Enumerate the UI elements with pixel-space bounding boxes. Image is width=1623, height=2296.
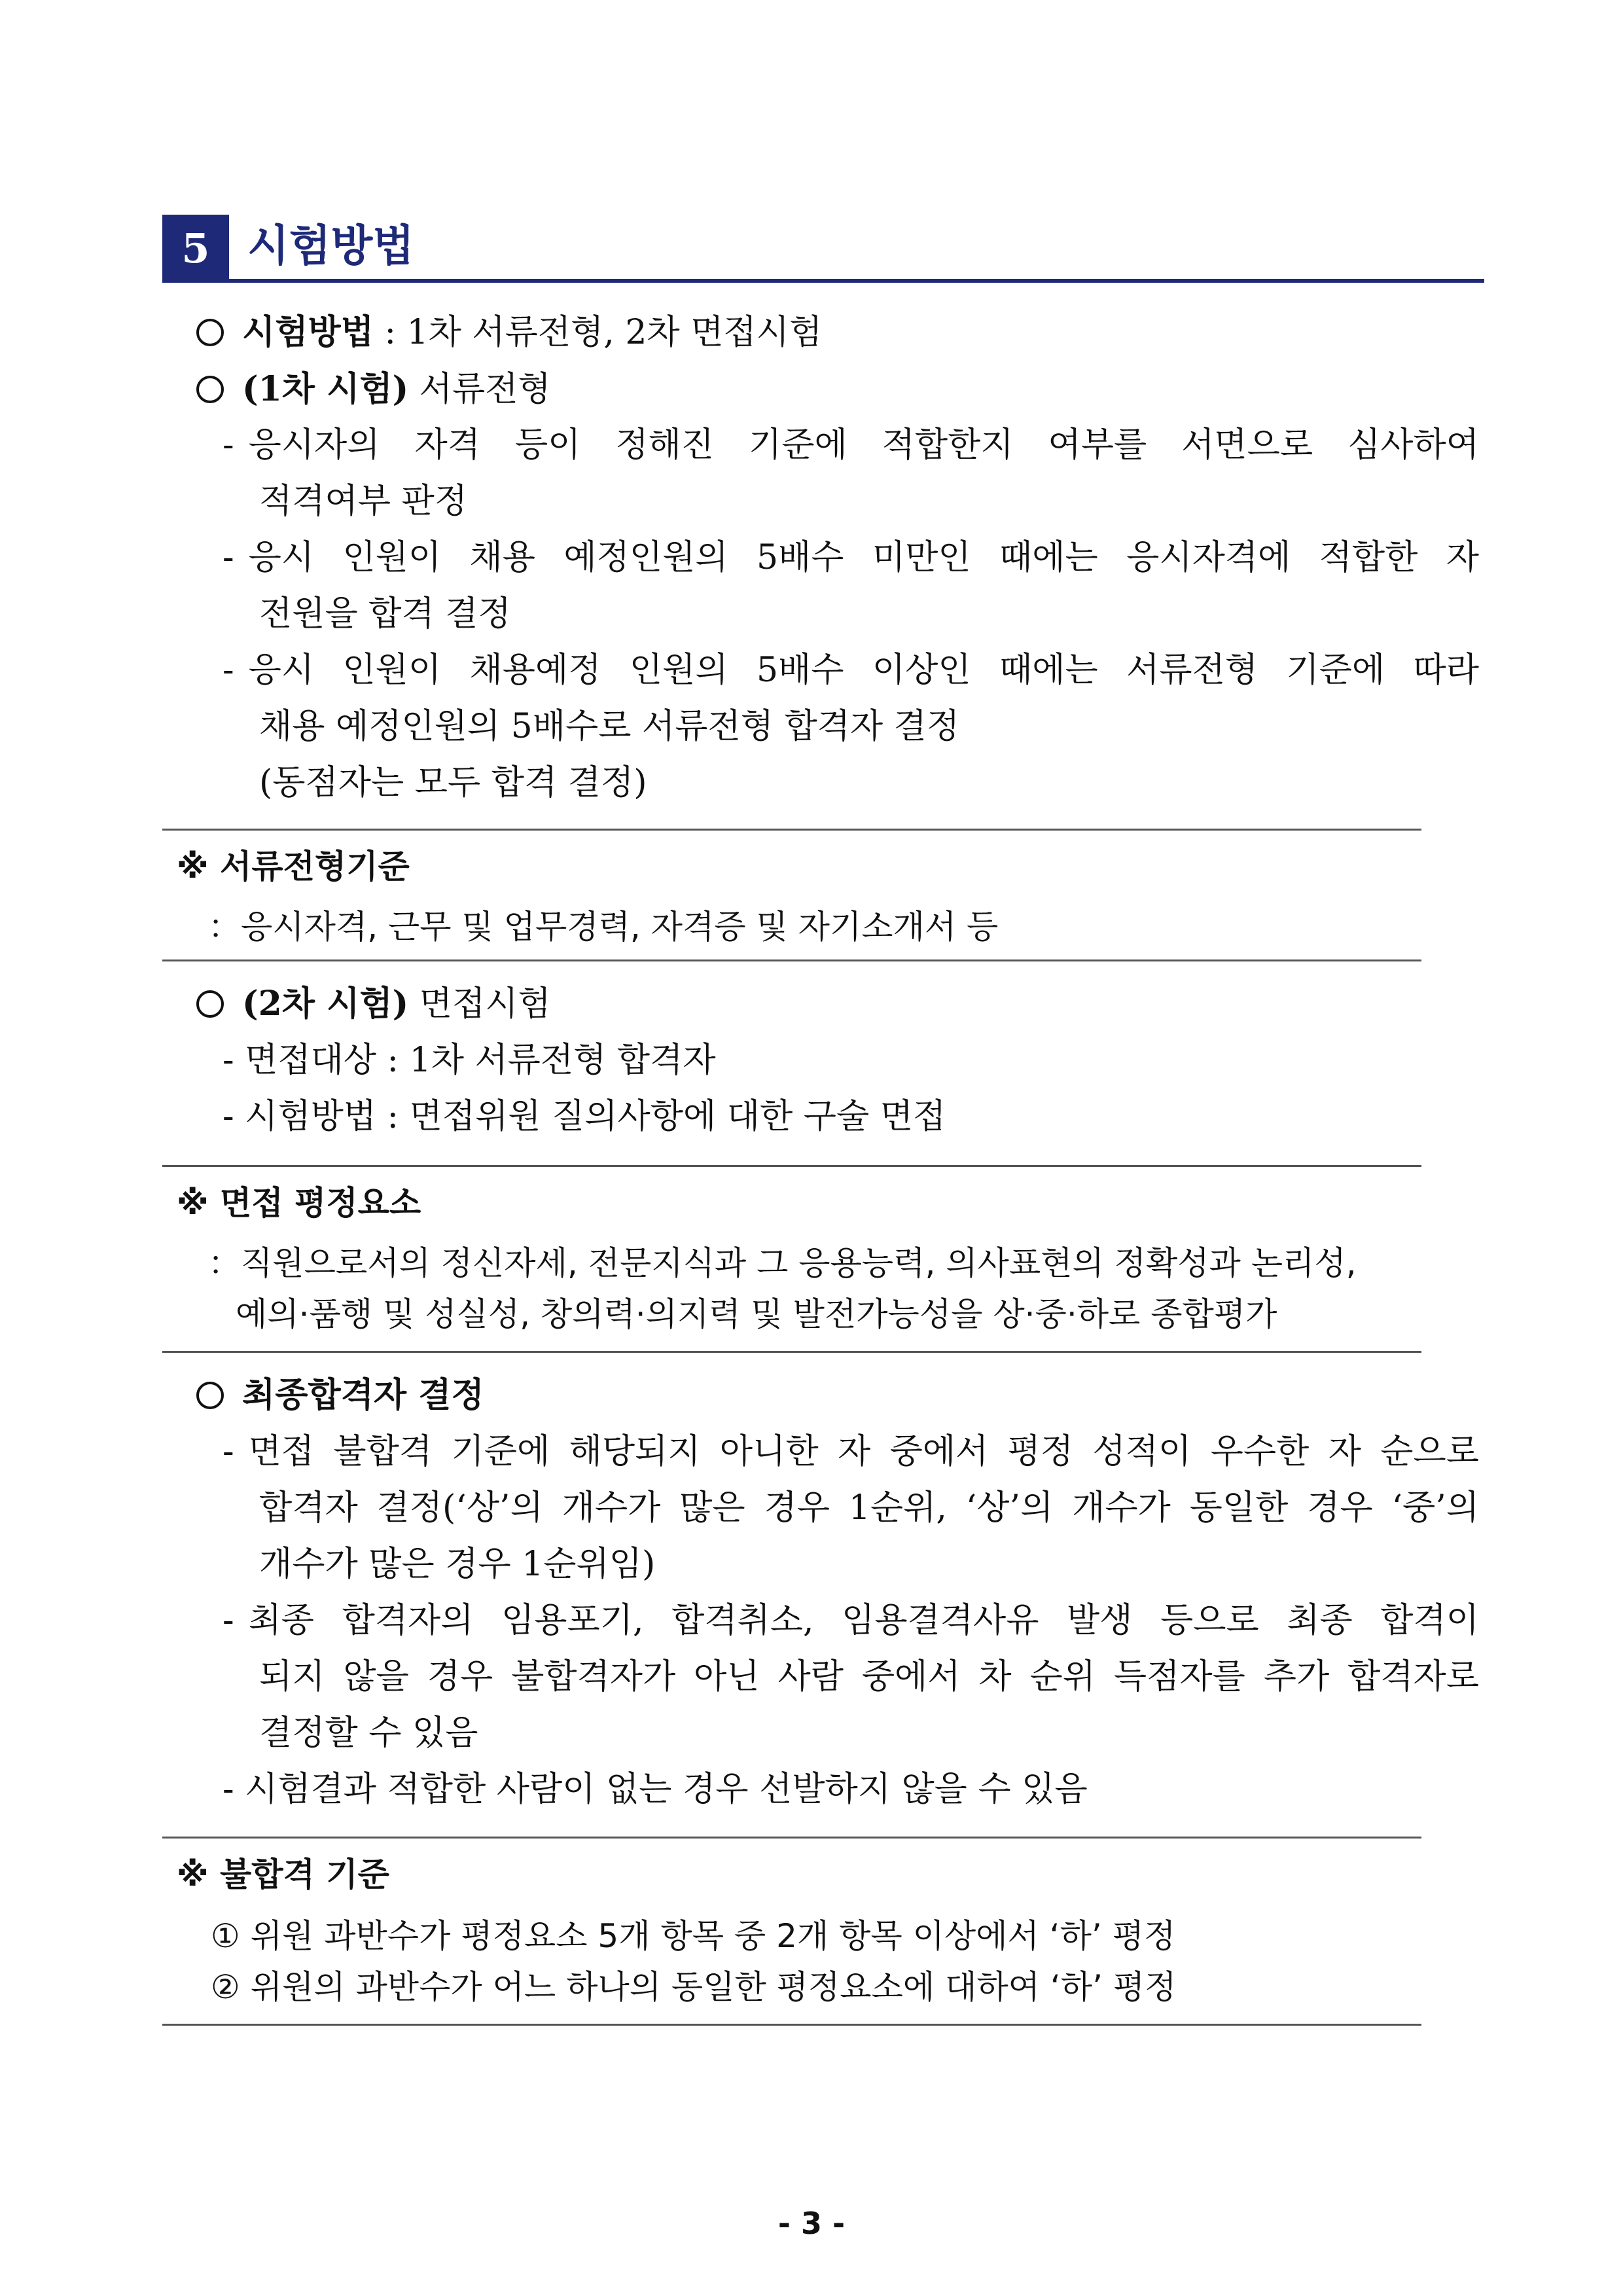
interview-criteria-heading: ※ 면접 평정요소 [177, 1184, 421, 1222]
second-exam-item-2: - 시험방법 : 면접위원 질의사항에 대한 구술 면접 [223, 1097, 946, 1136]
first-exam-item-1-line2: 적격여부 판정 [259, 482, 467, 521]
dash-bullet: - [223, 425, 234, 465]
final-item-1-line2: 합격자 결정(‘상’의 개수가 많은 경우 1순위, ‘상’의 개수가 동일한 경우 ‘중’의 [259, 1488, 1479, 1528]
circle-bullet-icon [196, 319, 224, 346]
circle-bullet-icon [196, 990, 224, 1018]
section-underline [162, 279, 1484, 283]
first-exam-text: 서류전형 [408, 370, 551, 409]
divider [162, 1351, 1421, 1353]
dash-bullet: - [223, 1432, 234, 1471]
section-number-badge: 5 [162, 215, 229, 281]
fail-criteria-item-2: ② 위원의 과반수가 어느 하나의 동일한 평정요소에 대하여 ‘하’ 평정 [211, 1968, 1177, 2006]
second-exam-heading [196, 983, 551, 1025]
divider [162, 1837, 1421, 1839]
second-exam-label: (2차 시험) [242, 984, 409, 1024]
final-item-3: - 시험결과 적합한 사람이 없는 경우 선발하지 않을 수 있음 [223, 1770, 1088, 1809]
divider [162, 829, 1421, 831]
method-text: : 1차 서류전형, 2차 면접시험 [373, 313, 823, 352]
method-label: 시험방법 [242, 313, 374, 352]
first-exam-label: (1차 시험) [242, 369, 409, 409]
section-title: 시험방법 [247, 221, 415, 271]
section-header [162, 209, 1484, 283]
final-item-2-line3: 결정할 수 있음 [259, 1713, 478, 1753]
dash-bullet: - [223, 1601, 234, 1640]
final-item-1-line3: 개수가 많은 경우 1순위임) [259, 1545, 656, 1584]
fail-criteria-heading: ※ 불합격 기준 [177, 1856, 389, 1893]
second-exam-text: 면접시험 [408, 984, 551, 1024]
dash-bullet: - [223, 651, 234, 690]
second-exam-item-1: - 면접대상 : 1차 서류전형 합격자 [223, 1041, 716, 1080]
first-exam-item-3-line3: (동점자는 모두 합격 결정) [259, 763, 647, 802]
first-exam-item-1-line1: - 응시자의 자격 등이 정해진 기준에 적합한지 여부를 서면으로 심사하여 [223, 425, 1479, 465]
method-line [196, 312, 822, 353]
divider [162, 2024, 1421, 2026]
first-exam-item-3-line2: 채용 예정인원의 5배수로 서류전형 합격자 결정 [259, 707, 960, 746]
final-item-2-line2: 되지 않을 경우 불합격자가 아닌 사람 중에서 차 순위 득점자를 추가 합격자로 [259, 1657, 1479, 1696]
fail-criteria-item-1: ① 위원 과반수가 평정요소 5개 항목 중 2개 항목 이상에서 ‘하’ 평정 [211, 1917, 1176, 1955]
circle-bullet-icon [196, 376, 224, 403]
first-exam-item-2-line1: - 응시 인원이 채용 예정인원의 5배수 미만인 때에는 응시자격에 적합한 자 [223, 538, 1479, 577]
dash-bullet: - [223, 538, 234, 577]
page-number: - 3 - [777, 2206, 846, 2241]
final-label: 최종합격자 결정 [242, 1376, 484, 1415]
interview-criteria-line2: 예의·품행 및 성실성, 창의력·의지력 및 발전가능성을 상·중·하로 종합평가 [236, 1295, 1277, 1333]
final-item-1-line1: - 면접 불합격 기준에 해당되지 아니한 자 중에서 평정 성적이 우수한 자 순으로 [223, 1432, 1479, 1471]
final-heading [196, 1374, 484, 1416]
doc-criteria-heading: ※ 서류전형기준 [177, 848, 410, 886]
divider [162, 1165, 1421, 1167]
first-exam-heading [196, 368, 551, 410]
interview-criteria-line1: ：직원으로서의 정신자세, 전문지식과 그 응용능력, 의사표현의 정확성과 논리성, [208, 1244, 1357, 1282]
divider [162, 960, 1421, 961]
final-item-2-line1: - 최종 합격자의 임용포기, 합격취소, 임용결격사유 발생 등으로 최종 합격이 [223, 1601, 1479, 1640]
circle-bullet-icon [196, 1382, 224, 1409]
doc-criteria-body: ：응시자격, 근무 및 업무경력, 자격증 및 자기소개서 등 [208, 908, 999, 946]
first-exam-item-2-line2: 전원을 합격 결정 [259, 594, 511, 634]
first-exam-item-3-line1: - 응시 인원이 채용예정 인원의 5배수 이상인 때에는 서류전형 기준에 따라 [223, 651, 1479, 690]
